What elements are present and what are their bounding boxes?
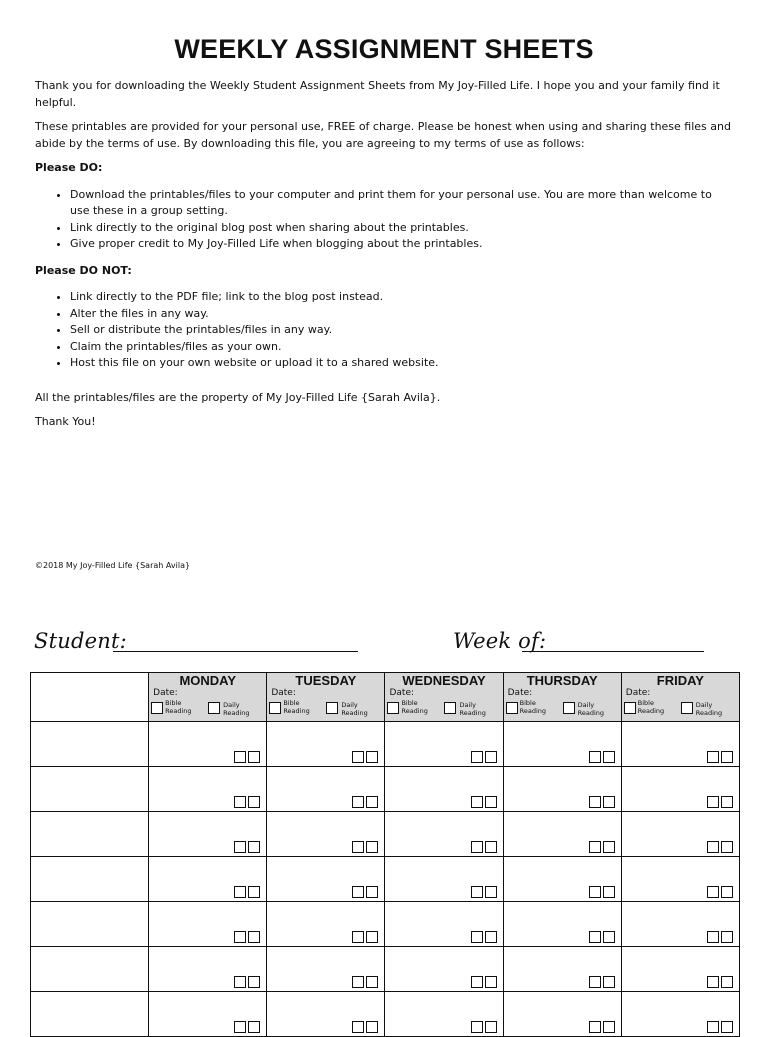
assignment-checkbox[interactable] — [485, 976, 497, 988]
assignment-checkbox[interactable] — [248, 751, 260, 763]
table-row — [31, 902, 740, 947]
list-item: • Download the printables/files to your computer and print them for your personal use. You are more than welcome to use these in a group setting. — [70, 187, 733, 220]
assignment-checkbox[interactable] — [352, 1021, 364, 1033]
list-item: • Link directly to the PDF file; link to the blog post instead. — [70, 289, 733, 306]
assignment-cell[interactable] — [621, 722, 739, 767]
assignment-cell[interactable] — [385, 857, 503, 902]
date-label: Date: — [507, 688, 533, 698]
assignment-checkbox[interactable] — [366, 886, 378, 898]
assignment-checkbox[interactable] — [248, 886, 260, 898]
assignment-checkbox[interactable] — [234, 841, 246, 853]
assignment-checkbox[interactable] — [603, 976, 615, 988]
bible-reading-label: Bible Reading — [637, 699, 665, 715]
assignment-checkbox[interactable] — [589, 841, 601, 853]
day-header-monday — [149, 673, 267, 722]
bible-reading-label: Bible Reading — [283, 699, 310, 715]
assignment-checkbox[interactable] — [589, 751, 601, 763]
assignment-cell[interactable] — [503, 722, 621, 767]
assignment-cell[interactable] — [503, 767, 621, 812]
assignment-cell[interactable] — [149, 812, 267, 857]
subject-cell[interactable] — [31, 992, 149, 1037]
daily-reading-checkbox[interactable] — [208, 702, 220, 714]
assignment-cell[interactable] — [385, 767, 503, 812]
assignment-cell[interactable] — [503, 902, 621, 947]
table-row — [31, 812, 740, 857]
bible-reading-checkbox[interactable] — [506, 702, 518, 714]
assignment-checkbox[interactable] — [589, 1021, 601, 1033]
assignment-checkbox[interactable] — [485, 886, 497, 898]
assignment-cell[interactable] — [267, 947, 385, 992]
assignment-checkbox[interactable] — [248, 841, 260, 853]
assignment-checkbox[interactable] — [707, 886, 719, 898]
day-name: WEDNESDAY — [402, 673, 486, 688]
assignment-checkbox[interactable] — [603, 841, 615, 853]
assignment-checkbox[interactable] — [248, 976, 260, 988]
assignment-checkbox[interactable] — [589, 931, 601, 943]
assignment-checkbox[interactable] — [471, 841, 483, 853]
assignment-checkbox[interactable] — [471, 931, 483, 943]
assignment-checkbox[interactable] — [707, 1021, 719, 1033]
assignment-cell[interactable] — [149, 767, 267, 812]
assignment-cell[interactable] — [267, 812, 385, 857]
week-label: Week of: — [453, 629, 547, 653]
bible-reading-checkbox[interactable] — [151, 702, 163, 714]
assignment-cell[interactable] — [621, 947, 739, 992]
assignment-cell[interactable] — [267, 857, 385, 902]
assignment-cell[interactable] — [385, 992, 503, 1037]
bible-reading-label: Bible Reading — [401, 699, 428, 715]
assignment-cell[interactable] — [267, 722, 385, 767]
assignment-checkbox[interactable] — [234, 886, 246, 898]
subject-cell[interactable] — [31, 767, 149, 812]
assignment-checkbox[interactable] — [721, 976, 733, 988]
bible-reading-checkbox[interactable] — [387, 702, 399, 714]
assignment-checkbox[interactable] — [366, 751, 378, 763]
intro-paragraph: These printables are provided for your personal use, FREE of charge. Please be honest when using and sharing these files and abide by the terms of use. By downloading this file, you are agreeing to my terms of use as follows: — [35, 120, 731, 150]
assignment-cell[interactable] — [149, 857, 267, 902]
assignment-checkbox[interactable] — [234, 1021, 246, 1033]
assignment-checkbox[interactable] — [485, 841, 497, 853]
assignment-checkbox[interactable] — [471, 751, 483, 763]
assignment-checkbox[interactable] — [589, 796, 601, 808]
do-heading: Please DO: — [35, 161, 103, 174]
assignment-checkbox[interactable] — [366, 796, 378, 808]
bible-reading-checkbox[interactable] — [269, 702, 281, 714]
assignment-checkbox[interactable] — [352, 976, 364, 988]
assignment-checkbox[interactable] — [352, 796, 364, 808]
assignment-checkbox[interactable] — [352, 886, 364, 898]
subject-cell[interactable] — [31, 947, 149, 992]
assignment-checkbox[interactable] — [707, 931, 719, 943]
dont-list — [35, 289, 733, 372]
assignment-checkbox[interactable] — [248, 796, 260, 808]
assignment-checkbox[interactable] — [721, 841, 733, 853]
assignment-cell[interactable] — [149, 722, 267, 767]
daily-reading-checkbox[interactable] — [326, 702, 338, 714]
assignment-cell[interactable] — [621, 857, 739, 902]
assignment-checkbox[interactable] — [366, 1021, 378, 1033]
thank-you: Thank You! — [35, 415, 96, 428]
day-name: MONDAY — [179, 673, 237, 688]
daily-reading-label: Daily Reading — [577, 701, 605, 717]
assignment-cell[interactable] — [503, 812, 621, 857]
subject-cell[interactable] — [31, 902, 149, 947]
assignment-checkbox[interactable] — [485, 751, 497, 763]
assignment-checkbox[interactable] — [603, 796, 615, 808]
daily-reading-label: Daily Reading — [223, 701, 250, 717]
list-item: • Link directly to the original blog post when sharing about the printables. — [70, 220, 733, 237]
assignment-cell[interactable] — [621, 767, 739, 812]
day-header-friday — [621, 673, 739, 722]
assignment-checkbox[interactable] — [352, 841, 364, 853]
bible-reading-label: Bible Reading — [519, 699, 547, 715]
assignment-cell[interactable] — [385, 722, 503, 767]
assignment-cell[interactable] — [149, 947, 267, 992]
assignment-checkbox[interactable] — [366, 976, 378, 988]
assignment-checkbox[interactable] — [707, 751, 719, 763]
day-header-wednesday — [385, 673, 503, 722]
subject-cell[interactable] — [31, 812, 149, 857]
list-item: • Host this file on your own website or upload it to a shared website. — [70, 355, 733, 372]
assignment-checkbox[interactable] — [471, 1021, 483, 1033]
day-header-thursday — [503, 673, 621, 722]
assignment-checkbox[interactable] — [603, 751, 615, 763]
daily-reading-label: Daily Reading — [341, 701, 368, 717]
day-name: FRIDAY — [656, 673, 704, 688]
assignment-checkbox[interactable] — [485, 1021, 497, 1033]
assignment-checkbox[interactable] — [248, 1021, 260, 1033]
assignment-cell[interactable] — [621, 992, 739, 1037]
assignment-cell[interactable] — [385, 812, 503, 857]
day-header-tuesday — [267, 673, 385, 722]
table-row — [31, 947, 740, 992]
assignment-checkbox[interactable] — [721, 1021, 733, 1033]
assignment-cell[interactable] — [267, 992, 385, 1037]
assignment-cell[interactable] — [267, 767, 385, 812]
list-item: • Give proper credit to My Joy-Filled Life when blogging about the printables. — [70, 236, 733, 253]
subject-cell[interactable] — [31, 857, 149, 902]
assignment-cell[interactable] — [621, 812, 739, 857]
assignment-checkbox[interactable] — [471, 886, 483, 898]
assignment-cell[interactable] — [621, 902, 739, 947]
day-name: TUESDAY — [295, 673, 357, 688]
date-label: Date: — [271, 688, 296, 698]
daily-reading-checkbox[interactable] — [681, 702, 693, 714]
assignment-checkbox[interactable] — [721, 796, 733, 808]
table-header-row — [31, 673, 740, 722]
table-row — [31, 767, 740, 812]
daily-reading-checkbox[interactable] — [444, 702, 456, 714]
assignment-cell[interactable] — [267, 902, 385, 947]
bible-reading-label: Bible Reading — [165, 699, 192, 715]
date-label: Date: — [625, 688, 651, 698]
list-item: • Alter the files in any way. — [70, 306, 733, 323]
bible-reading-checkbox[interactable] — [624, 702, 636, 714]
copyright: ©2018 My Joy-Filled Life {Sarah Avila} — [35, 561, 191, 570]
assignment-cell[interactable] — [503, 857, 621, 902]
assignment-checkbox[interactable] — [707, 841, 719, 853]
assignment-checkbox[interactable] — [234, 796, 246, 808]
assignment-checkbox[interactable] — [352, 751, 364, 763]
assignment-cell[interactable] — [149, 902, 267, 947]
day-name: THURSDAY — [526, 673, 598, 688]
table-row — [31, 722, 740, 767]
assignment-checkbox[interactable] — [248, 931, 260, 943]
week-of-line[interactable] — [522, 651, 704, 652]
assignment-checkbox[interactable] — [589, 886, 601, 898]
assignment-checkbox[interactable] — [721, 751, 733, 763]
assignment-checkbox[interactable] — [603, 931, 615, 943]
assignment-checkbox[interactable] — [366, 841, 378, 853]
assignment-checkbox[interactable] — [366, 931, 378, 943]
assignment-cell[interactable] — [503, 947, 621, 992]
assignment-checkbox[interactable] — [707, 796, 719, 808]
page-title: WEEKLY ASSIGNMENT SHEETS — [174, 34, 594, 64]
assignment-checkbox[interactable] — [234, 931, 246, 943]
daily-reading-label: Daily Reading — [459, 701, 486, 717]
list-item: • Sell or distribute the printables/files in any way. — [70, 322, 733, 339]
assignment-checkbox[interactable] — [485, 931, 497, 943]
assignment-checkbox[interactable] — [707, 976, 719, 988]
assignment-checkbox[interactable] — [721, 886, 733, 898]
assignment-table — [30, 672, 740, 1037]
assignment-checkbox[interactable] — [234, 976, 246, 988]
assignment-checkbox[interactable] — [471, 976, 483, 988]
table-row — [31, 857, 740, 902]
subject-header-cell — [31, 673, 149, 722]
date-label: Date: — [389, 688, 415, 698]
assignment-cell[interactable] — [503, 992, 621, 1037]
property-note: All the printables/files are the property of My Joy-Filled Life {Sarah Avila}. — [35, 390, 441, 404]
assignment-checkbox[interactable] — [603, 886, 615, 898]
assignment-checkbox[interactable] — [721, 931, 733, 943]
date-label: Date: — [153, 688, 178, 698]
assignment-cell[interactable] — [385, 947, 503, 992]
table-row — [31, 992, 740, 1037]
assignment-checkbox[interactable] — [234, 751, 246, 763]
terms-content — [35, 78, 733, 439]
assignment-checkbox[interactable] — [603, 1021, 615, 1033]
do-list — [35, 187, 733, 253]
student-name-line[interactable] — [113, 651, 358, 652]
student-label: Student: — [34, 629, 127, 653]
daily-reading-label: Daily Reading — [695, 701, 723, 717]
assignment-checkbox[interactable] — [352, 931, 364, 943]
assignment-cell[interactable] — [149, 992, 267, 1037]
assignment-checkbox[interactable] — [485, 796, 497, 808]
assignment-checkbox[interactable] — [589, 976, 601, 988]
assignment-cell[interactable] — [385, 902, 503, 947]
subject-cell[interactable] — [31, 722, 149, 767]
list-item: • Claim the printables/files as your own. — [70, 339, 733, 356]
dont-heading: Please DO NOT: — [35, 263, 132, 277]
assignment-checkbox[interactable] — [471, 796, 483, 808]
intro-paragraph: Thank you for downloading the Weekly Student Assignment Sheets from My Joy-Filled Life. I hope you and your family find it helpful. — [35, 79, 720, 109]
daily-reading-checkbox[interactable] — [563, 702, 575, 714]
